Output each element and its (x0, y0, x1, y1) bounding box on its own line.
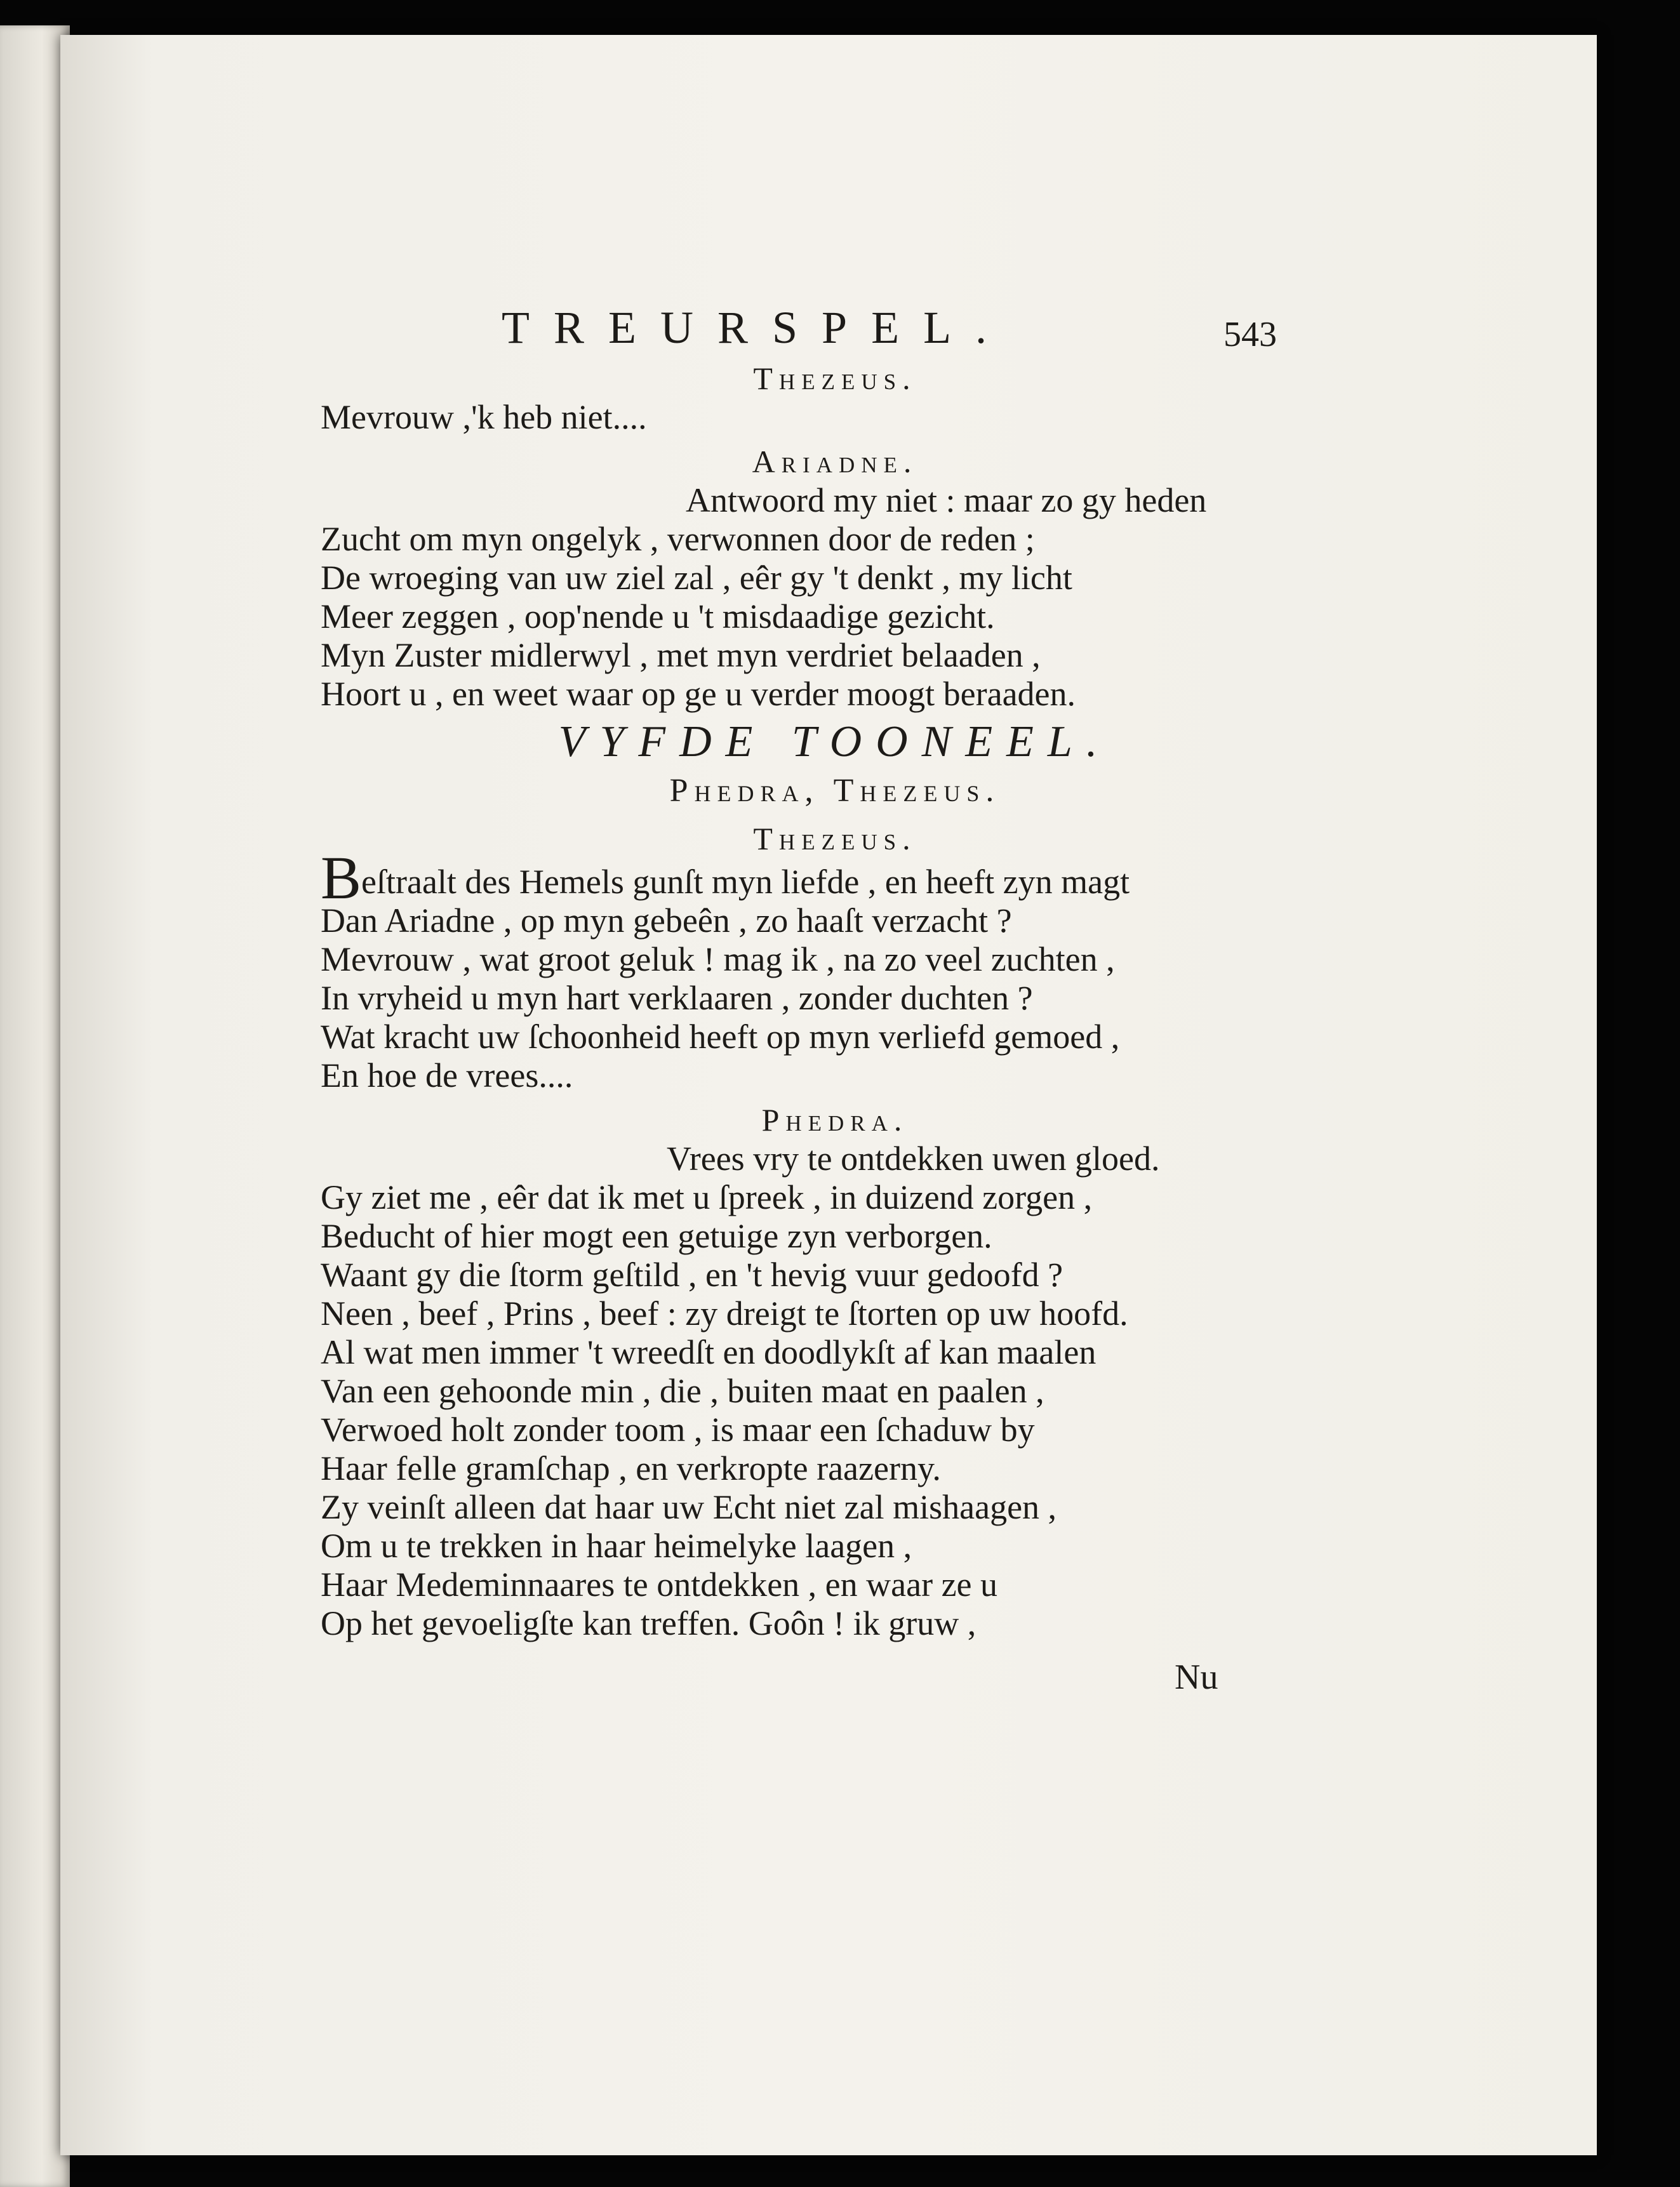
page-content (321, 302, 1277, 1697)
verse-line: Neen , beef , Prins , beef : zy dreigt te ſtorten op uw hoofd. (321, 1294, 1128, 1333)
verse-line-rest: eſtraalt des Hemels gunſt myn liefde , en heeft zyn magt (361, 863, 1130, 901)
verse-line: Op het gevoeligſte kan treffen. Goôn ! ik gruw , (321, 1604, 977, 1642)
running-title: TREURSPEL. (502, 302, 1011, 353)
scene-characters: Phedra, Thezeus. (669, 773, 1001, 809)
verse-line: Zucht om myn ongelyk , verwonnen door de reden ; (321, 520, 1035, 558)
page-number: 543 (1223, 315, 1277, 354)
speaker-phedra: Phedra. (761, 1102, 909, 1138)
verse-line: Om u te trekken in haar heimelyke laagen , (321, 1527, 912, 1565)
catchword: Nu (1175, 1658, 1218, 1697)
verse-line: Mevrouw ,'k heb niet.... (321, 398, 647, 436)
speaker-thezeus-1: Thezeus. (753, 361, 917, 396)
speaker-ariadne: Ariadne. (752, 444, 918, 479)
verse-line: En hoe de vrees.... (321, 1056, 573, 1094)
verse-line: Gy ziet me , eêr dat ik met u ſpreek , in duizend zorgen , (321, 1178, 1093, 1216)
verse-line: Antwoord my niet : maar zo gy heden (686, 481, 1207, 519)
verse-line: Wat kracht uw ſchoonheid heeft op myn verliefd gemoed , (321, 1018, 1120, 1056)
verse-line: Al wat men immer 't wreedſt en doodlykſt af kan maalen (321, 1333, 1097, 1371)
speaker-thezeus-2: Thezeus. (753, 821, 917, 856)
verse-line: Verwoed holt zonder toom , is maar een ſchaduw by (321, 1411, 1035, 1449)
verse-line: Beducht of hier mogt een getuige zyn verborgen. (321, 1217, 992, 1255)
running-head (321, 302, 1277, 359)
verse-line: Mevrouw , wat groot geluk ! mag ik , na zo veel zuchten , (321, 940, 1115, 978)
left-page-edge (0, 25, 70, 2187)
verse-line: In vryheid u myn hart verklaaren , zonder duchten ? (321, 979, 1033, 1017)
verse-line: Vrees vry te ontdekken uwen gloed. (667, 1140, 1160, 1178)
verse-line: Hoort u , en weet waar op ge u verder moogt beraaden. (321, 675, 1076, 713)
verse-line: De wroeging van uw ziel zal , eêr gy 't denkt , my licht (321, 559, 1072, 597)
verse-line: Meer zeggen , oop'nende u 't misdaadige gezicht. (321, 597, 995, 635)
verse-line: Dan Ariadne , op myn gebeên , zo haaſt verzacht ? (321, 901, 1012, 940)
verse-line: Myn Zuster midlerwyl , met myn verdriet belaaden , (321, 636, 1041, 674)
verse-line: Haar felle gramſchap , en verkropte raazerny. (321, 1449, 941, 1487)
book-page (60, 35, 1597, 2155)
verse-line: Zy veinſt alleen dat haar uw Echt niet zal mishaagen , (321, 1488, 1057, 1526)
verse-line: Haar Medeminnaares te ontdekken , en waar ze u (321, 1565, 997, 1604)
drop-cap: B (321, 844, 362, 912)
scene-title: VYFDE TOONEEL. (558, 717, 1112, 766)
verse-line: Van een gehoonde min , die , buiten maat en paalen , (321, 1372, 1044, 1410)
verse-line: Waant gy die ſtorm geſtild , en 't hevig vuur gedoofd ? (321, 1256, 1063, 1294)
verse-line-dropcap (321, 844, 1273, 912)
